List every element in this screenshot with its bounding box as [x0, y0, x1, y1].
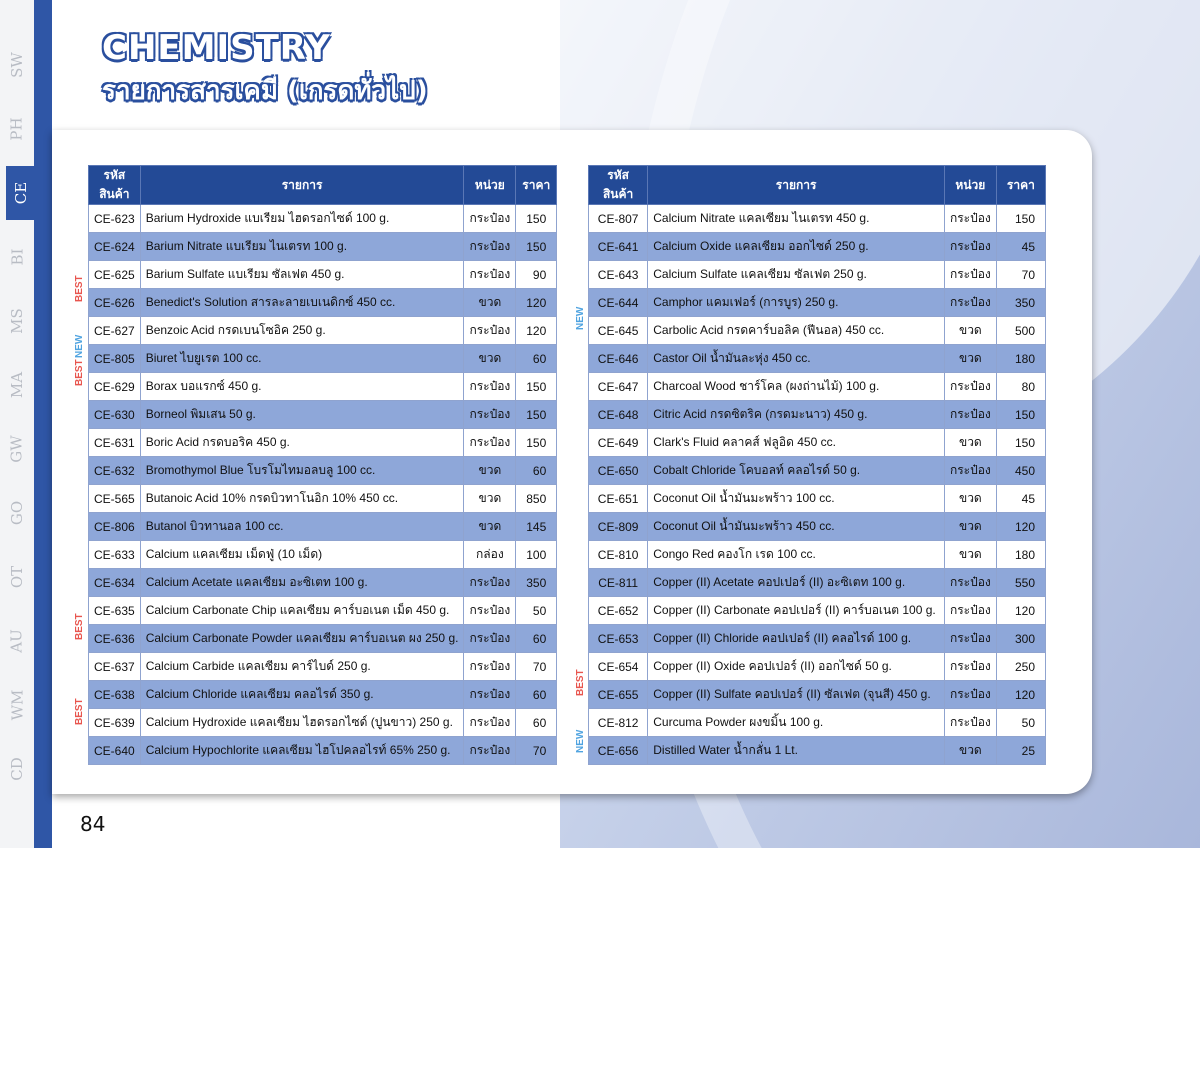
cell-unit: กระป๋อง [464, 373, 516, 401]
cell-item: Coconut Oil น้ำมันมะพร้าว 100 cc. [648, 485, 945, 513]
cell-unit: กระป๋อง [944, 681, 996, 709]
cell-code: CE-638 [89, 681, 141, 709]
cell-code: CE-653 [589, 625, 648, 653]
table-row [589, 653, 1046, 681]
cell-code: CE-645 [589, 317, 648, 345]
cell-unit: ขวด [944, 513, 996, 541]
cell-item: Benedict's Solution สารละลายเบเนดิกซ์ 450 cc. [140, 289, 464, 317]
table-row [589, 457, 1046, 485]
side-tab-label: MA [7, 371, 26, 399]
cell-price: 180 [996, 541, 1045, 569]
cell-item: Congo Red คองโก เรด 100 cc. [648, 541, 945, 569]
table-row [589, 625, 1046, 653]
cell-item: Butanol บิวทานอล 100 cc. [140, 513, 464, 541]
side-tab-ms[interactable] [2, 294, 32, 348]
side-tab-go[interactable] [2, 486, 32, 540]
cell-code: CE-630 [89, 401, 141, 429]
side-tab-label: GW [8, 435, 26, 463]
cell-unit: กระป๋อง [464, 429, 516, 457]
header-price: ราคา [996, 166, 1045, 205]
cell-item: Calcium แคลเซียม เม็ดฟู่ (10 เม็ด) [140, 541, 464, 569]
cell-price: 300 [996, 625, 1045, 653]
table-row [589, 513, 1046, 541]
page-subtitle: รายการสารเคมี (เกรดทั่วไป) [102, 76, 428, 106]
cell-price: 120 [996, 597, 1045, 625]
cell-unit: กระป๋อง [944, 205, 996, 233]
cell-unit: ขวด [464, 289, 516, 317]
cell-item: Calcium Hydroxide แคลเซียม ไฮดรอกไซด์ (ปูนขาว) 250 g. [140, 709, 464, 737]
table-row [89, 709, 557, 737]
table-row [589, 541, 1046, 569]
cell-price: 60 [516, 625, 557, 653]
cell-item: Benzoic Acid กรดเบนโซอิค 250 g. [140, 317, 464, 345]
cell-unit: กระป๋อง [944, 709, 996, 737]
side-tab-label: GO [8, 500, 26, 526]
cell-price: 70 [516, 737, 557, 765]
cell-price: 850 [516, 485, 557, 513]
side-tab-label: SW [7, 52, 26, 78]
cell-price: 60 [516, 709, 557, 737]
header-unit: หน่วย [944, 166, 996, 205]
cell-item: Cobalt Chloride โคบอลท์ คลอไรด์ 50 g. [648, 457, 945, 485]
new-tag: NEW [74, 334, 85, 358]
cell-price: 150 [516, 233, 557, 261]
side-tab-label: WM [8, 689, 26, 721]
cell-unit: กระป๋อง [464, 709, 516, 737]
cell-code: CE-810 [589, 541, 648, 569]
cell-price: 150 [516, 205, 557, 233]
cell-code: CE-647 [589, 373, 648, 401]
cell-unit: ขวด [944, 317, 996, 345]
cell-unit: ขวด [944, 485, 996, 513]
cell-price: 550 [996, 569, 1045, 597]
table-row [589, 345, 1046, 373]
cell-code: CE-634 [89, 569, 141, 597]
cell-price: 50 [516, 597, 557, 625]
cell-price: 45 [996, 233, 1045, 261]
cell-price: 50 [996, 709, 1045, 737]
cell-code: CE-640 [89, 737, 141, 765]
cell-price: 120 [996, 681, 1045, 709]
cell-price: 60 [516, 681, 557, 709]
cell-item: Calcium Nitrate แคลเซียม ไนเตรท 450 g. [648, 205, 945, 233]
cell-item: Castor Oil น้ำมันละหุ่ง 450 cc. [648, 345, 945, 373]
cell-item: Clark's Fluid คลาคส์ ฟลูอิด 450 cc. [648, 429, 945, 457]
table-row [89, 681, 557, 709]
cell-code: CE-641 [589, 233, 648, 261]
side-tab-gw[interactable] [2, 422, 32, 476]
cell-unit: กระป๋อง [464, 401, 516, 429]
table-row [589, 373, 1046, 401]
table-header-row [589, 166, 1046, 205]
cell-code: CE-807 [589, 205, 648, 233]
cell-item: Biuret ไบยูเรต 100 cc. [140, 345, 464, 373]
cell-price: 350 [516, 569, 557, 597]
cell-price: 180 [996, 345, 1045, 373]
cell-code: CE-644 [589, 289, 648, 317]
table-row [89, 261, 557, 289]
header-item: รายการ [140, 166, 464, 205]
side-tab-sw[interactable] [2, 38, 32, 92]
cell-code: CE-625 [89, 261, 141, 289]
table-row [89, 373, 557, 401]
cell-unit: ขวด [944, 737, 996, 765]
cell-unit: กระป๋อง [464, 625, 516, 653]
section-index-strip [0, 0, 34, 848]
cell-price: 150 [996, 205, 1045, 233]
cell-unit: กระป๋อง [944, 261, 996, 289]
cell-item: Calcium Oxide แคลเซียม ออกไซด์ 250 g. [648, 233, 945, 261]
cell-item: Copper (II) Acetate คอปเปอร์ (II) อะซิเตท 100 g. [648, 569, 945, 597]
cell-price: 90 [516, 261, 557, 289]
cell-unit: กระป๋อง [464, 261, 516, 289]
cell-item: Calcium Sulfate แคลเซียม ซัลเฟต 250 g. [648, 261, 945, 289]
cell-unit: ขวด [464, 457, 516, 485]
cell-code: CE-624 [89, 233, 141, 261]
cell-price: 150 [516, 429, 557, 457]
header-unit: หน่วย [464, 166, 516, 205]
side-tab-label: OT [8, 565, 26, 589]
cell-price: 150 [996, 401, 1045, 429]
cell-item: Barium Nitrate แบเรียม ไนเตรท 100 g. [140, 233, 464, 261]
best-tag: BEST [74, 359, 85, 387]
cell-item: Boric Acid กรดบอริค 450 g. [140, 429, 464, 457]
cell-price: 100 [516, 541, 557, 569]
side-tab-bi[interactable] [2, 230, 32, 284]
cell-unit: กระป๋อง [464, 681, 516, 709]
cell-unit: ขวด [944, 345, 996, 373]
table-row [89, 233, 557, 261]
cell-item: Barium Sulfate แบเรียม ซัลเฟต 450 g. [140, 261, 464, 289]
side-tab-ph[interactable] [2, 102, 32, 156]
table-row [89, 289, 557, 317]
cell-unit: กระป๋อง [944, 653, 996, 681]
table-row [89, 569, 557, 597]
cell-price: 70 [996, 261, 1045, 289]
table-row [589, 681, 1046, 709]
cell-code: CE-812 [589, 709, 648, 737]
cell-price: 70 [516, 653, 557, 681]
cell-code: CE-636 [89, 625, 141, 653]
cell-code: CE-805 [89, 345, 141, 373]
table-row [589, 429, 1046, 457]
table-row [589, 289, 1046, 317]
cell-price: 150 [516, 401, 557, 429]
header-code: รหัสสินค้า [89, 166, 141, 205]
page-number: 84 [80, 812, 106, 836]
side-tab-ma[interactable] [2, 358, 32, 412]
cell-item: Calcium Acetate แคลเซียม อะซิเตท 100 g. [140, 569, 464, 597]
table-row [89, 653, 557, 681]
cell-unit: กระป๋อง [464, 737, 516, 765]
table-row [89, 317, 557, 345]
cell-price: 350 [996, 289, 1045, 317]
cell-item: Charcoal Wood ชาร์โคล (ผงถ่านไม้) 100 g. [648, 373, 945, 401]
cell-code: CE-649 [589, 429, 648, 457]
cell-price: 450 [996, 457, 1045, 485]
table-row [89, 737, 557, 765]
table-row [89, 597, 557, 625]
cell-price: 60 [516, 457, 557, 485]
cell-code: CE-650 [589, 457, 648, 485]
cell-code: CE-646 [589, 345, 648, 373]
cell-unit: ขวด [464, 485, 516, 513]
cell-code: CE-643 [589, 261, 648, 289]
cell-item: Barium Hydroxide แบเรียม ไฮดรอกไซด์ 100 g. [140, 205, 464, 233]
table-row [589, 261, 1046, 289]
cell-unit: กระป๋อง [944, 569, 996, 597]
table-row [589, 317, 1046, 345]
cell-item: Borneol พิมเสน 50 g. [140, 401, 464, 429]
cell-price: 120 [516, 317, 557, 345]
cell-unit: กระป๋อง [944, 597, 996, 625]
cell-item: Copper (II) Sulfate คอปเปอร์ (II) ซัลเฟต (จุนสี) 450 g. [648, 681, 945, 709]
side-tab-ce[interactable] [6, 166, 36, 220]
cell-item: Copper (II) Carbonate คอปเปอร์ (II) คาร์บอเนต 100 g. [648, 597, 945, 625]
cell-price: 25 [996, 737, 1045, 765]
cell-code: CE-565 [89, 485, 141, 513]
table-row [89, 541, 557, 569]
cell-code: CE-635 [89, 597, 141, 625]
cell-unit: กระป๋อง [464, 653, 516, 681]
cell-item: Copper (II) Chloride คอปเปอร์ (II) คลอไรด์ 100 g. [648, 625, 945, 653]
side-tab-cd[interactable] [2, 742, 32, 796]
cell-unit: ขวด [944, 541, 996, 569]
cell-price: 120 [516, 289, 557, 317]
cell-code: CE-639 [89, 709, 141, 737]
cell-price: 80 [996, 373, 1045, 401]
cell-code: CE-629 [89, 373, 141, 401]
cell-code: CE-656 [589, 737, 648, 765]
header-item: รายการ [648, 166, 945, 205]
cell-code: CE-633 [89, 541, 141, 569]
table-row [589, 401, 1046, 429]
table-row [89, 429, 557, 457]
best-tag: BEST [74, 274, 85, 302]
table-row [89, 625, 557, 653]
header-code: รหัสสินค้า [589, 166, 648, 205]
cell-item: Butanoic Acid 10% กรดบิวทาโนอิก 10% 450 cc. [140, 485, 464, 513]
table-row [589, 233, 1046, 261]
cell-code: CE-648 [589, 401, 648, 429]
cell-price: 60 [516, 345, 557, 373]
new-tag: NEW [575, 306, 586, 330]
cell-price: 145 [516, 513, 557, 541]
cell-item: Borax บอแรกซ์ 450 g. [140, 373, 464, 401]
table-row [89, 513, 557, 541]
cell-unit: ขวด [464, 345, 516, 373]
table-row [89, 401, 557, 429]
cell-unit: กระป๋อง [464, 205, 516, 233]
cell-item: Coconut Oil น้ำมันมะพร้าว 450 cc. [648, 513, 945, 541]
cell-price: 120 [996, 513, 1045, 541]
side-tab-label: MS [7, 308, 26, 334]
side-tab-label: CE [12, 181, 30, 205]
table-row [89, 485, 557, 513]
side-tab-ot[interactable] [2, 550, 32, 604]
table-row [589, 205, 1046, 233]
cell-code: CE-627 [89, 317, 141, 345]
cell-item: Camphor แคมเฟอร์ (การบูร) 250 g. [648, 289, 945, 317]
cell-unit: ขวด [464, 513, 516, 541]
table-row [89, 457, 557, 485]
product-table-left [88, 165, 557, 765]
cell-item: Carbolic Acid กรดคาร์บอลิค (ฟีนอล) 450 cc. [648, 317, 945, 345]
cell-unit: กระป๋อง [464, 597, 516, 625]
cell-price: 150 [516, 373, 557, 401]
best-tag: BEST [575, 669, 586, 697]
cell-unit: กระป๋อง [944, 457, 996, 485]
accent-strip [34, 0, 52, 848]
cell-unit: กระป๋อง [944, 401, 996, 429]
cell-item: Copper (II) Oxide คอปเปอร์ (II) ออกไซด์ 50 g. [648, 653, 945, 681]
cell-unit: กระป๋อง [464, 569, 516, 597]
cell-code: CE-809 [589, 513, 648, 541]
cell-unit: กระป๋อง [464, 233, 516, 261]
cell-code: CE-654 [589, 653, 648, 681]
side-tab-label: AU [7, 629, 26, 653]
cell-code: CE-637 [89, 653, 141, 681]
cell-price: 500 [996, 317, 1045, 345]
cell-code: CE-631 [89, 429, 141, 457]
side-tab-label: BI [7, 248, 26, 266]
table-row [89, 345, 557, 373]
cell-code: CE-811 [589, 569, 648, 597]
cell-unit: กระป๋อง [944, 289, 996, 317]
table-row [589, 709, 1046, 737]
side-tab-label: CD [7, 757, 26, 781]
cell-unit: กระป๋อง [944, 373, 996, 401]
cell-code: CE-806 [89, 513, 141, 541]
cell-code: CE-655 [589, 681, 648, 709]
best-tag: BEST [74, 613, 85, 640]
page-title: CHEMISTRY [102, 28, 331, 68]
cell-code: CE-652 [589, 597, 648, 625]
cell-item: Calcium Hypochlorite แคลเซียม ไฮโปคลอไรท์ 65% 250 g. [140, 737, 464, 765]
table-row [589, 569, 1046, 597]
table-row [589, 737, 1046, 765]
cell-item: Curcuma Powder ผงขมิ้น 100 g. [648, 709, 945, 737]
side-tab-au[interactable] [2, 614, 32, 668]
cell-unit: กระป๋อง [944, 625, 996, 653]
table-row [589, 597, 1046, 625]
cell-unit: กระป๋อง [464, 317, 516, 345]
cell-price: 150 [996, 429, 1045, 457]
cell-item: Bromothymol Blue โบรโมไทมอลบลู 100 cc. [140, 457, 464, 485]
side-tab-wm[interactable] [2, 678, 32, 732]
table-row [89, 205, 557, 233]
product-table-right [588, 165, 1046, 765]
side-tab-label: PH [8, 117, 26, 141]
cell-code: CE-632 [89, 457, 141, 485]
header-price: ราคา [516, 166, 557, 205]
table-row [589, 485, 1046, 513]
cell-item: Calcium Carbonate Powder แคลเซียม คาร์บอเนต ผง 250 g. [140, 625, 464, 653]
cell-item: Distilled Water น้ำกลั่น 1 Lt. [648, 737, 945, 765]
cell-item: Calcium Carbonate Chip แคลเซียม คาร์บอเนต เม็ด 450 g. [140, 597, 464, 625]
cell-price: 45 [996, 485, 1045, 513]
cell-code: CE-626 [89, 289, 141, 317]
cell-item: Calcium Carbide แคลเซียม คาร์ไบด์ 250 g. [140, 653, 464, 681]
cell-unit: กระป๋อง [944, 233, 996, 261]
cell-item: Citric Acid กรดซิตริค (กรดมะนาว) 450 g. [648, 401, 945, 429]
cell-code: CE-651 [589, 485, 648, 513]
cell-code: CE-623 [89, 205, 141, 233]
table-header-row [89, 166, 557, 205]
best-tag: BEST [74, 697, 85, 725]
new-tag: NEW [575, 729, 586, 753]
cell-unit: ขวด [944, 429, 996, 457]
cell-price: 250 [996, 653, 1045, 681]
cell-item: Calcium Chloride แคลเซียม คลอไรด์ 350 g. [140, 681, 464, 709]
cell-unit: กล่อง [464, 541, 516, 569]
